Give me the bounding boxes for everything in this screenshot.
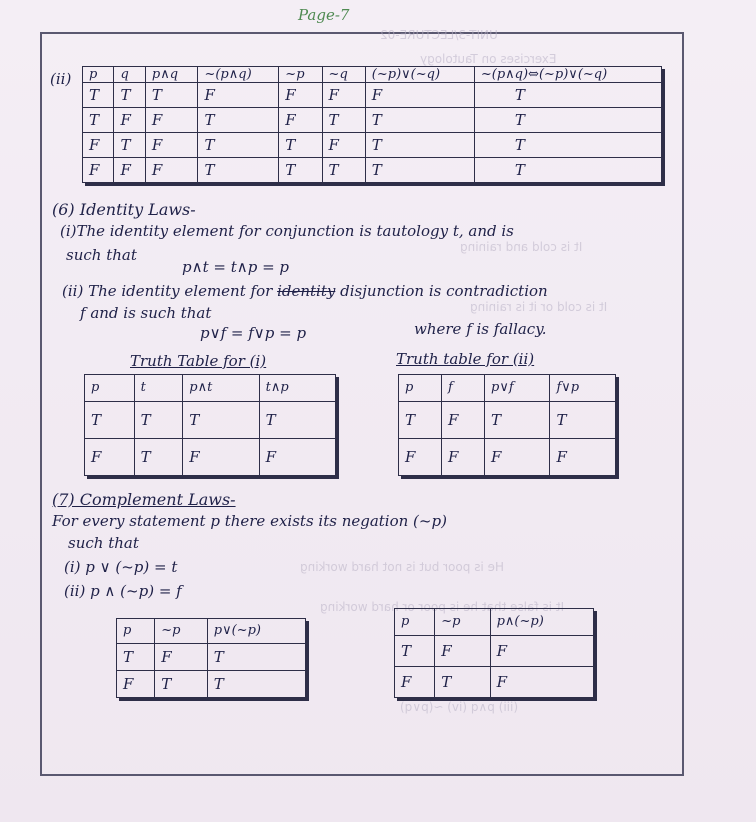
table-row — [85, 402, 336, 439]
truth-table-conjunction-identity — [84, 374, 336, 476]
table-row — [85, 439, 336, 476]
truth-table-complement-disjunction — [116, 618, 306, 698]
bleed-through-text: It is false that he is poor or hard working — [320, 600, 565, 614]
truth-table-de-morgan — [82, 66, 662, 183]
identity-text-line: f and is such that — [80, 304, 212, 322]
table-cell: F — [145, 158, 198, 183]
table-cell: T — [279, 158, 322, 183]
table-title: Truth Table for (i) — [130, 352, 267, 370]
table-cell: F — [442, 439, 485, 476]
column-header: p — [85, 375, 135, 402]
table-cell: T — [474, 83, 661, 108]
column-header: t∧p — [259, 375, 335, 402]
table-cell: F — [435, 636, 490, 667]
table-cell: T — [474, 133, 661, 158]
table-row — [83, 83, 662, 108]
table-cell: T — [114, 133, 145, 158]
table-row — [117, 671, 306, 698]
table-cell: T — [83, 83, 114, 108]
struck-word: identity — [277, 282, 336, 300]
identity-text-fragment: disjunction is contradiction — [340, 282, 548, 300]
bleed-through-text: It is cold and raining — [460, 240, 583, 254]
table-cell: F — [114, 158, 145, 183]
column-header: p — [395, 609, 435, 636]
table-cell: F — [85, 439, 135, 476]
table-cell: T — [550, 402, 616, 439]
column-header: (~p)∨(~q) — [365, 67, 474, 83]
column-header: p∧(~p) — [490, 609, 593, 636]
table-header-row — [399, 375, 616, 402]
column-header: ~q — [322, 67, 365, 83]
bleed-through-text: It is cold or it is raining — [470, 300, 608, 314]
table-cell: T — [198, 133, 279, 158]
section-ii-marker: (ii) — [50, 70, 72, 88]
column-header: p — [399, 375, 442, 402]
table-cell: T — [117, 644, 155, 671]
complement-laws-heading: (7) Complement Laws- — [52, 490, 236, 509]
complement-text-line: such that — [68, 534, 139, 552]
complement-equation: (ii) p ∧ (~p) = f — [64, 582, 182, 600]
table-cell: F — [322, 83, 365, 108]
page-number: Page-7 — [298, 6, 350, 24]
table-cell: F — [117, 671, 155, 698]
table-cell: F — [365, 83, 474, 108]
column-header: ~p — [435, 609, 490, 636]
complement-equation: (i) p ∨ (~p) = t — [64, 558, 178, 576]
bleed-through-text: Exercises on Tautology — [420, 52, 557, 66]
table-cell: F — [490, 636, 593, 667]
table-cell: T — [322, 158, 365, 183]
bleed-through-text: (iii) p∧q (iv) ~(p∨q) — [400, 700, 519, 714]
column-header: f — [442, 375, 485, 402]
identity-equation: p∨f = f∨p = p — [200, 324, 307, 342]
column-header: ~(p∧q)⇔(~p)∨(~q) — [474, 67, 661, 83]
table-row — [83, 108, 662, 133]
table-row — [395, 636, 594, 667]
table-row — [399, 439, 616, 476]
column-header: p∨f — [485, 375, 550, 402]
table-cell: F — [399, 439, 442, 476]
identity-text-line: such that — [66, 246, 137, 264]
table-cell: T — [485, 402, 550, 439]
table-cell: F — [198, 83, 279, 108]
identity-text-line: (i)The identity element for conjunction is tautology t, and is — [60, 222, 514, 240]
column-header: p∧t — [183, 375, 259, 402]
table-cell: T — [474, 108, 661, 133]
truth-table-disjunction-identity — [398, 374, 616, 476]
table-cell: T — [365, 133, 474, 158]
table-row — [83, 158, 662, 183]
table-title: Truth table for (ii) — [396, 350, 535, 368]
table-cell: T — [183, 402, 259, 439]
table-cell: T — [134, 402, 183, 439]
column-header: p — [83, 67, 114, 83]
table-cell: F — [279, 108, 322, 133]
table-row — [395, 667, 594, 698]
table-cell: T — [279, 133, 322, 158]
table-row — [117, 644, 306, 671]
table-row — [83, 133, 662, 158]
table-cell: T — [399, 402, 442, 439]
column-header: p∨(~p) — [207, 619, 305, 644]
table-cell: T — [85, 402, 135, 439]
table-cell: F — [183, 439, 259, 476]
column-header: ~p — [279, 67, 322, 83]
table-cell: T — [155, 671, 208, 698]
table-cell: F — [490, 667, 593, 698]
identity-note: where f is fallacy. — [414, 320, 547, 338]
column-header: ~(p∧q) — [198, 67, 279, 83]
table-cell: T — [435, 667, 490, 698]
table-cell: F — [259, 439, 335, 476]
table-cell: T — [365, 108, 474, 133]
table-cell: F — [145, 133, 198, 158]
table-cell: F — [442, 402, 485, 439]
column-header: t — [134, 375, 183, 402]
column-header: ~p — [155, 619, 208, 644]
table-cell: F — [145, 108, 198, 133]
identity-equation: p∧t = t∧p = p — [182, 258, 290, 276]
table-header-row — [395, 609, 594, 636]
column-header: f∨p — [550, 375, 616, 402]
table-cell: T — [259, 402, 335, 439]
table-cell: T — [198, 108, 279, 133]
table-cell: T — [365, 158, 474, 183]
table-row — [399, 402, 616, 439]
table-cell: F — [322, 133, 365, 158]
table-cell: T — [198, 158, 279, 183]
column-header: p — [117, 619, 155, 644]
table-cell: F — [279, 83, 322, 108]
table-cell: F — [83, 133, 114, 158]
table-cell: T — [474, 158, 661, 183]
table-cell: T — [145, 83, 198, 108]
table-cell: F — [83, 158, 114, 183]
bleed-through-text: UNIT-3/LECTURE-02 — [380, 28, 498, 42]
identity-text-line — [62, 282, 548, 300]
truth-table-complement-conjunction — [394, 608, 594, 698]
identity-text-fragment: (ii) The identity element for — [62, 282, 273, 300]
column-header: q — [114, 67, 145, 83]
table-cell: T — [207, 671, 305, 698]
column-header: p∧q — [145, 67, 198, 83]
bleed-through-text: He is poor but is not hard working — [300, 560, 504, 574]
identity-laws-heading: (6) Identity Laws- — [52, 200, 196, 219]
table-cell: T — [322, 108, 365, 133]
table-cell: F — [550, 439, 616, 476]
table-cell: T — [83, 108, 114, 133]
table-header-row — [83, 67, 662, 83]
table-cell: T — [134, 439, 183, 476]
table-header-row — [117, 619, 306, 644]
table-cell: T — [114, 83, 145, 108]
table-cell: F — [155, 644, 208, 671]
complement-text-line: For every statement p there exists its negation (~p) — [52, 512, 447, 530]
table-cell: T — [207, 644, 305, 671]
table-cell: F — [395, 667, 435, 698]
table-header-row — [85, 375, 336, 402]
table-cell: F — [485, 439, 550, 476]
table-cell: F — [114, 108, 145, 133]
table-cell: T — [395, 636, 435, 667]
